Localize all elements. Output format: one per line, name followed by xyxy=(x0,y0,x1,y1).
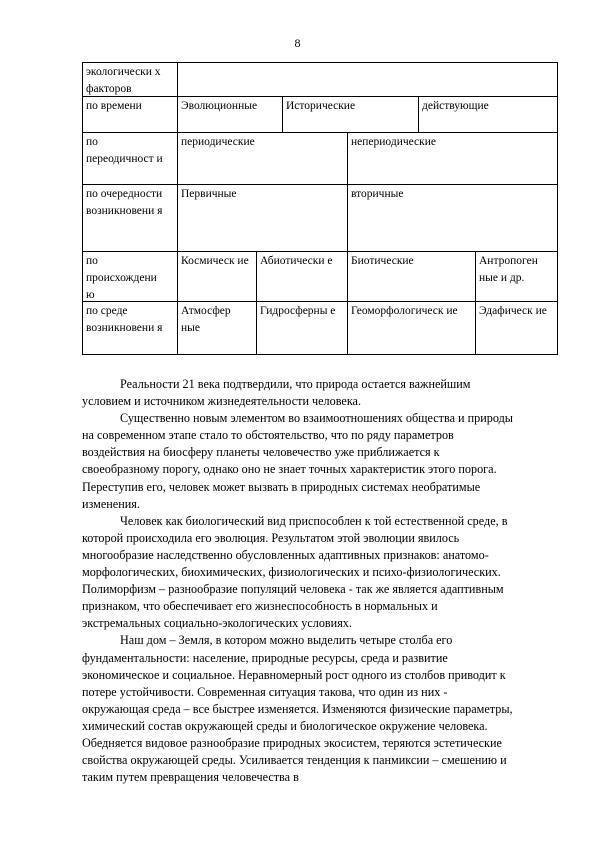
table-cell-label: по происхождени ю xyxy=(86,255,157,302)
table-cell: Исторические xyxy=(286,100,356,112)
body-text xyxy=(82,376,516,786)
table-cell: Космическ ие xyxy=(181,255,249,267)
paragraph: Существенно новым элементом во взаимоотношениях общества и природы на современном этапе стало то обстоятельство, что по ряду параметров воздействия на биосферу планеты человечество уже приближается к своеобразному порогу, однако оно не знает точных характеристик этого порога. Переступив его, человек может вызвать в природных системах необратимые изменения. xyxy=(82,411,513,511)
table-cell: Антропоген ные и др. xyxy=(479,255,538,285)
table-cell: Геоморфологическ ие xyxy=(351,305,458,317)
table-cell: периодические xyxy=(181,136,255,148)
paragraph: Наш дом – Земля, в котором можно выделить четыре столба его фундаментальности: население, природные ресурсы, среда и развитие экономическое и социальное. Неравномерный рост одного из столбов приводит к потере устойчивости. Современная ситуация такова, что один из них - окружающая среда – все быстрее изменяется. Изменяются физические параметры, химический состав окружающей среды и биологическое окружение человека. Обедняется видовое разнообразие природных экосистем, теряются эстетические свойства окружающей среды. Усиливается тенденция к панмиксии – смешению и таким путем превращения человечества в xyxy=(82,633,513,785)
table-cell: Эволюционные xyxy=(181,100,258,112)
table-cell-label: экологически х факторов xyxy=(86,66,161,96)
table-cell: непериодические xyxy=(351,136,436,148)
table-cell: действующие xyxy=(422,100,489,112)
table-cell: Абиотически е xyxy=(260,255,333,267)
table-cell: вторичные xyxy=(351,188,404,200)
paragraph: Реальности 21 века подтвердили, что природа остается важнейшим условием и источником жизнедеятельности человека. xyxy=(82,377,471,409)
table-cell-label: по среде возникновени я xyxy=(86,305,163,335)
table-cell: Эдафическ ие xyxy=(479,305,547,317)
paragraph: Человек как биологический вид приспособлен к той естественной среде, в которой происходила его эволюция. Результатом этой эволюции явилось многообразие наследственно обусловленных адаптивных признаков: анатомо-морфологических, биохимических, физиологических и психо-физиологических. Полиморфизм – разнообразие популяций человека - так же является адаптивным признаком, что обеспечивает его жизнеспособность в нормальных и экстремальных социально-экологических условиях. xyxy=(82,513,508,631)
table-cell: Биотические xyxy=(351,255,414,267)
table-rule xyxy=(82,354,558,355)
table-cell: Первичные xyxy=(181,188,237,200)
page-number: 8 xyxy=(294,36,301,50)
table-cell-label: по переодичност и xyxy=(86,136,163,166)
table-rule xyxy=(557,62,558,355)
table-cell: Гидросферны е xyxy=(260,305,336,317)
table-cell-label: по очередности возникновени я xyxy=(86,188,163,218)
table-cell-label: по времени xyxy=(86,100,142,112)
table-cell: Атмосфер ные xyxy=(181,305,231,335)
